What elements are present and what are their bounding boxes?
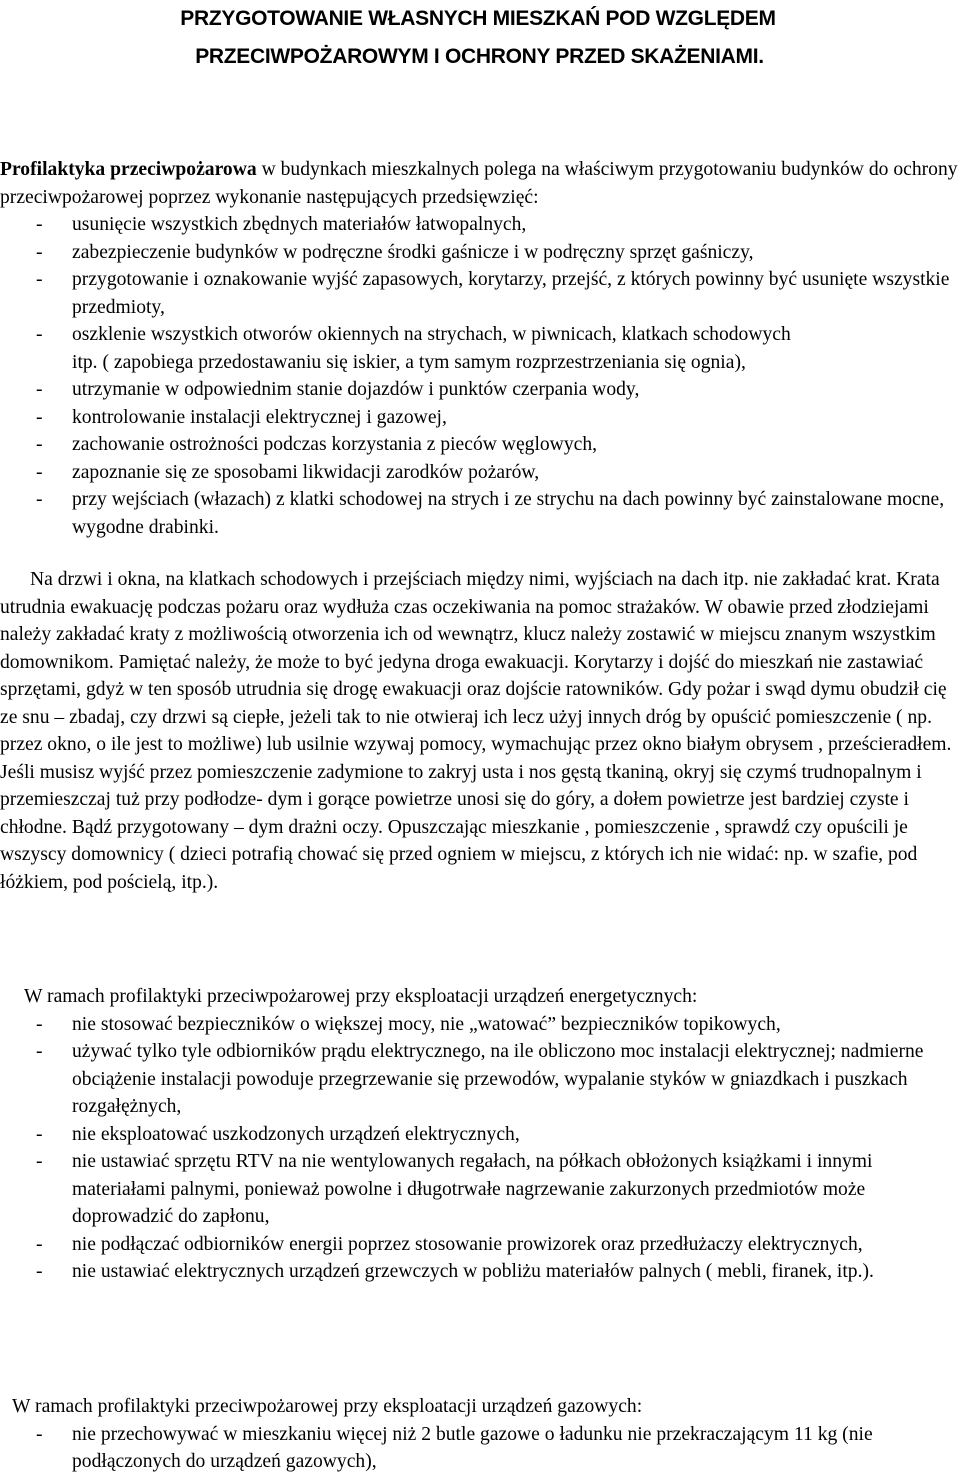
list-item-text: zapoznanie się ze sposobami likwidacji zarodków pożarów, bbox=[72, 461, 540, 483]
list-item bbox=[0, 321, 958, 349]
list-item-text: nie przechowywać w mieszkaniu więcej niż 2 butle gazowe o ładunku nie przekraczającym 11 kg (nie podłączonych do urządzeń gazowych), bbox=[72, 1423, 873, 1472]
intro-section bbox=[0, 156, 958, 541]
list-item-text: usunięcie wszystkich zbędnych materiałów łatwopalnych, bbox=[72, 214, 527, 235]
intro-paragraph bbox=[0, 156, 958, 211]
intro-text: w budynkach mieszkalnych polega na właściwym przygotowaniu budynków do ochrony przeciwpożarowej poprzez wykonanie następujących przedsięwzięć: bbox=[0, 159, 958, 208]
list-item-text: nie ustawiać elektrycznych urządzeń grzewczych w pobliżu materiałów palnych ( mebli, firanek, itp.). bbox=[72, 1261, 874, 1282]
measures-list bbox=[0, 211, 958, 349]
list-item bbox=[0, 376, 958, 404]
list-item-text: oszklenie wszystkich otworów okiennych na strychach, w piwnicach, klatkach schodowych bbox=[72, 324, 791, 345]
list-continuation: itp. ( zapobiega przedostawaniu się iskier, a tym samym rozprzestrzeniania się ognia), bbox=[72, 351, 746, 373]
list-item bbox=[0, 211, 958, 239]
list-item-text: zachowanie ostrożności podczas korzystania z pieców węglowych, bbox=[72, 434, 598, 455]
title-line-1: PRZYGOTOWANIE WŁASNYCH MIESZKAŃ POD WZGLĘDEM bbox=[180, 7, 776, 30]
evacuation-paragraph: Na drzwi i okna, na klatkach schodowych i przejściach między nimi, wyjściach na dach itp. nie zakładać krat. Krata utrudnia ewakuację podczas pożaru oraz wydłuża czas oczekiwania na pomoc strażaków. W obawie przed złodziejami należy zakładać kraty z możliwością otworzenia ich od wewnątrz, klucz należy zostawić w miejscu znanym wszystkim domownikom. Pamiętać należy, że może to być jedyna droga ewakuacji. Korytarzy i dojść do mieszkań nie zastawiać sprzętami, gdyż w ten sposób utrudnia się drogę ewakuacji oraz dojście ratowników. Gdy pożar i swąd dymu obudził cię ze snu – zbadaj, czy drzwi są ciepłe, jeżeli tak to nie otwieraj ich lecz użyj innych dróg by opuścić pomieszczenie ( np. przez okno, o ile jest to możliwe) lub usilnie wzywaj pomocy, wymachując przez okno białym obrysem , prześcieradłem. Jeśli musisz wyjść przez pomieszczenie zadymione to zakryj usta i nos gęstą tkaniną, okryj się czymś trudnopalnym i przemieszczaj tuż przy podłodze- dym i gorące powietrze unosi się do góry, a dołem powietrze jest bardziej czyste i chłodne. Bądź przygotowany – dym drażni oczy. Opuszczając mieszkanie , pomieszczenie , sprawdź czy opuścili je wszyscy domownicy ( dzieci potrafią chować się przed ogniem w miejscu, z których ich nie widać: np. w szafie, pod łóżkiem, pod pościelą, itp.). bbox=[0, 569, 952, 893]
dash-marker: - bbox=[36, 406, 43, 428]
gas-list bbox=[0, 1421, 958, 1476]
dash-marker: - bbox=[36, 1261, 43, 1282]
gas-section bbox=[0, 1393, 958, 1476]
dash-marker: - bbox=[36, 489, 43, 510]
dash-marker: - bbox=[36, 241, 43, 263]
dash-marker: - bbox=[36, 214, 43, 235]
energy-list bbox=[0, 1011, 958, 1286]
list-item-text: zabezpieczenie budynków w podręczne środki gaśnicze i w podręczny sprzęt gaśniczy, bbox=[72, 241, 754, 263]
dash-marker: - bbox=[36, 461, 43, 483]
dash-marker: - bbox=[36, 1233, 43, 1255]
list-item-text: nie stosować bezpieczników o większej mocy, nie „watować” bezpieczników topikowych, bbox=[72, 1013, 781, 1035]
dash-marker: - bbox=[36, 1013, 43, 1035]
list-item bbox=[0, 1258, 958, 1286]
document-title bbox=[0, 0, 960, 76]
list-item-text: przygotowanie i oznakowanie wyjść zapasowych, korytarzy, przejść, z których powinny być usunięte wszystkie przedmioty, bbox=[72, 269, 950, 318]
intro-lead: Profilaktyka przeciwpożarowa bbox=[0, 159, 257, 180]
list-item bbox=[0, 1421, 958, 1476]
dash-marker: - bbox=[36, 1123, 43, 1145]
list-item-text: nie ustawiać sprzętu RTV na nie wentylowanych regałach, na półkach obłożonych książkami i innymi materiałami palnymi, ponieważ powolne i długotrwałe nagrzewanie zakurzonych przedmiotów może doprowadzić do zapłonu, bbox=[72, 1151, 873, 1227]
list-item-text: nie podłączać odbiorników energii poprzez stosowanie prowizorek oraz przedłużaczy elektrycznych, bbox=[72, 1233, 863, 1255]
list-item bbox=[0, 239, 958, 267]
dash-marker: - bbox=[36, 434, 43, 455]
list-item-text: kontrolowanie instalacji elektrycznej i gazowej, bbox=[72, 406, 447, 428]
list-item bbox=[0, 1038, 958, 1121]
measures-list-continued bbox=[0, 376, 958, 541]
dash-marker: - bbox=[36, 379, 43, 400]
energy-section bbox=[0, 983, 958, 1286]
title-line-2: PRZECIWPOŻAROWYM I OCHRONY PRZED SKAŻENIAMI. bbox=[195, 45, 764, 68]
dash-marker: - bbox=[36, 1041, 43, 1062]
list-item bbox=[0, 1121, 958, 1149]
energy-section-heading: W ramach profilaktyki przeciwpożarowej przy eksploatacji urządzeń energetycznych: bbox=[24, 986, 698, 1007]
dash-marker: - bbox=[36, 324, 43, 345]
dash-marker: - bbox=[36, 269, 43, 290]
list-item bbox=[0, 486, 958, 541]
gas-section-heading: W ramach profilaktyki przeciwpożarowej przy eksploatacji urządzeń gazowych: bbox=[12, 1396, 643, 1417]
list-item bbox=[0, 1231, 958, 1259]
list-item bbox=[0, 266, 958, 321]
dash-marker: - bbox=[36, 1423, 43, 1445]
list-item bbox=[0, 404, 958, 432]
evacuation-section bbox=[0, 566, 958, 896]
list-item bbox=[0, 1011, 958, 1039]
list-item bbox=[0, 459, 958, 487]
list-item bbox=[0, 1148, 958, 1231]
list-item-text: utrzymanie w odpowiednim stanie dojazdów i punktów czerpania wody, bbox=[72, 379, 640, 400]
dash-marker: - bbox=[36, 1151, 43, 1172]
list-item bbox=[0, 431, 958, 459]
list-item-text: nie eksploatować uszkodzonych urządzeń elektrycznych, bbox=[72, 1123, 520, 1145]
list-item-text: przy wejściach (włazach) z klatki schodowej na strych i ze strychu na dach powinny być zainstalowane mocne, wygodne drabinki. bbox=[72, 489, 945, 538]
list-item-text: używać tylko tyle odbiorników prądu elektrycznego, na ile obliczono moc instalacji elektrycznej; nadmierne obciążenie instalacji powoduje przegrzewanie się przewodów, wypalanie styków w gniazdkach i puszkach rozgałężnych, bbox=[72, 1041, 924, 1117]
